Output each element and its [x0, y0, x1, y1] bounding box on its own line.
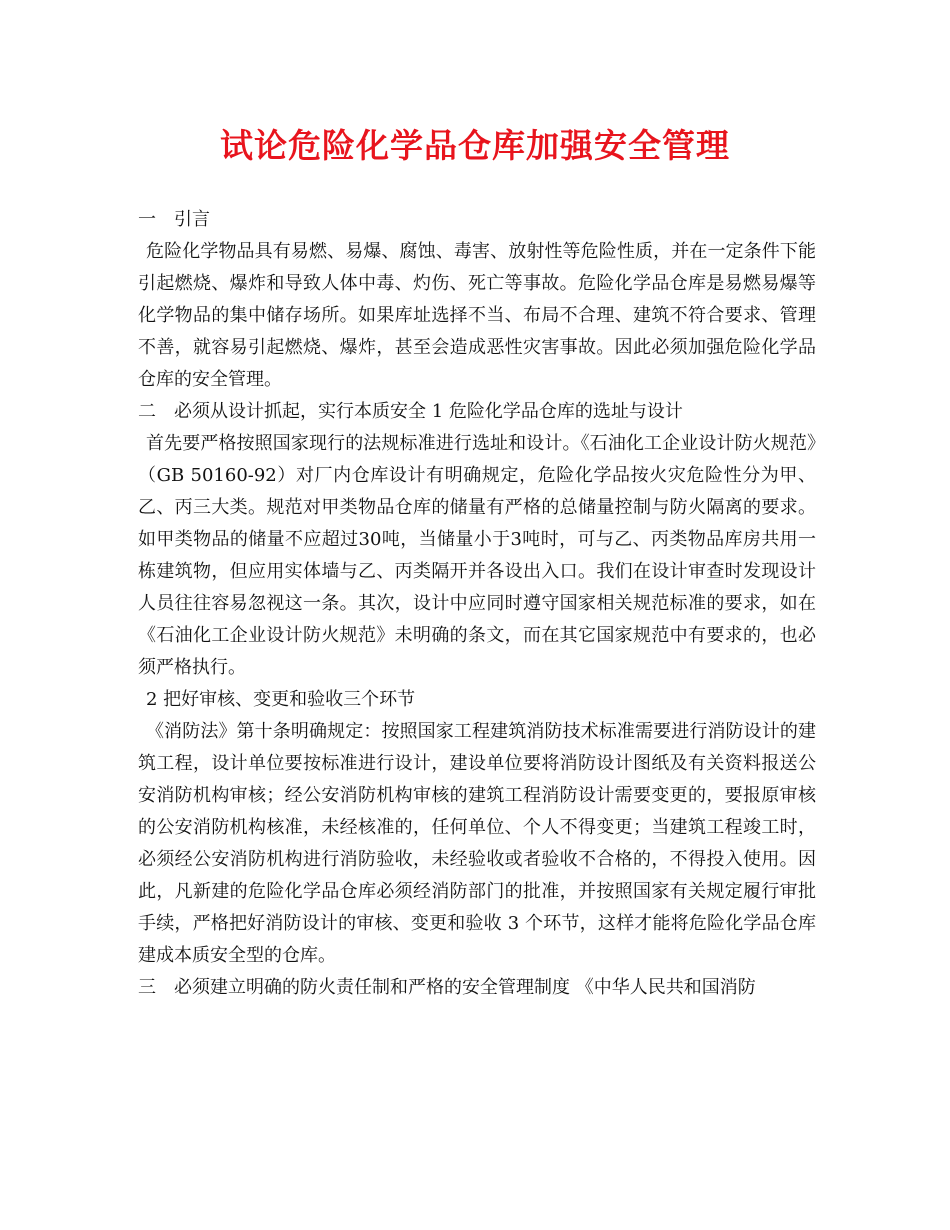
section-heading-responsibility: 三 必须建立明确的防火责任制和严格的安全管理制度 《中华人民共和国消防	[138, 977, 756, 998]
document-body	[138, 204, 816, 1004]
paragraph-site-selection: 首先要严格按照国家现行的法规标准进行选址和设计。《石油化工企业设计防火规范》（GB 50160-92）对厂内仓库设计有明确规定，危险化学品按火灾危险性分为甲、乙、丙三大类。规范对甲类物品仓库的储量有严格的总储量控制与防火隔离的要求。如甲类物品的储量不应超过30吨，当储量小于3吨时，可与乙、丙类物品库房共用一栋建筑物，但应用实体墙与乙、丙类隔开并各设出入口。我们在设计审查时发现设计人员往往容易忽视这一条。其次，设计中应同时遵守国家相关规范标准的要求，如在《石油化工企业设计防火规范》未明确的条文，而在其它国家规范中有要求的，也必须严格执行。	[138, 433, 816, 678]
paragraph-intro: 危险化学物品具有易燃、易爆、腐蚀、毒害、放射性等危险性质，并在一定条件下能引起燃烧、爆炸和导致人体中毒、灼伤、死亡等事故。危险化学品仓库是易燃易爆等化学物品的集中储存场所。如果库址选择不当、布局不合理、建筑不符合要求、管理不善，就容易引起燃烧、爆炸，甚至会造成恶性灾害事故。因此必须加强危险化学品仓库的安全管理。	[138, 241, 816, 390]
subsection-heading-review: 2 把好审核、变更和验收三个环节	[146, 689, 416, 710]
document-title: 试论危险化学品仓库加强安全管理	[220, 126, 730, 165]
section-heading-design: 二 必须从设计抓起，实行本质安全 1 危险化学品仓库的选址与设计	[138, 401, 683, 422]
section-heading-intro: 一 引言	[138, 209, 210, 230]
paragraph-fire-law: 《消防法》第十条明确规定：按照国家工程建筑消防技术标准需要进行消防设计的建筑工程，设计单位要按标准进行设计，建设单位要将消防设计图纸及有关资料报送公安消防机构审核；经公安消防机构审核的建筑工程消防设计需要变更的，要报原审核的公安消防机构核准，未经核准的，任何单位、个人不得变更；当建筑工程竣工时，必须经公安消防机构进行消防验收，未经验收或者验收不合格的，不得投入使用。因此，凡新建的危险化学品仓库必须经消防部门的批准，并按照国家有关规定履行审批手续，严格把好消防设计的审核、变更和验收 3 个环节，这样才能将危险化学品仓库建成本质安全型的仓库。	[138, 721, 816, 966]
